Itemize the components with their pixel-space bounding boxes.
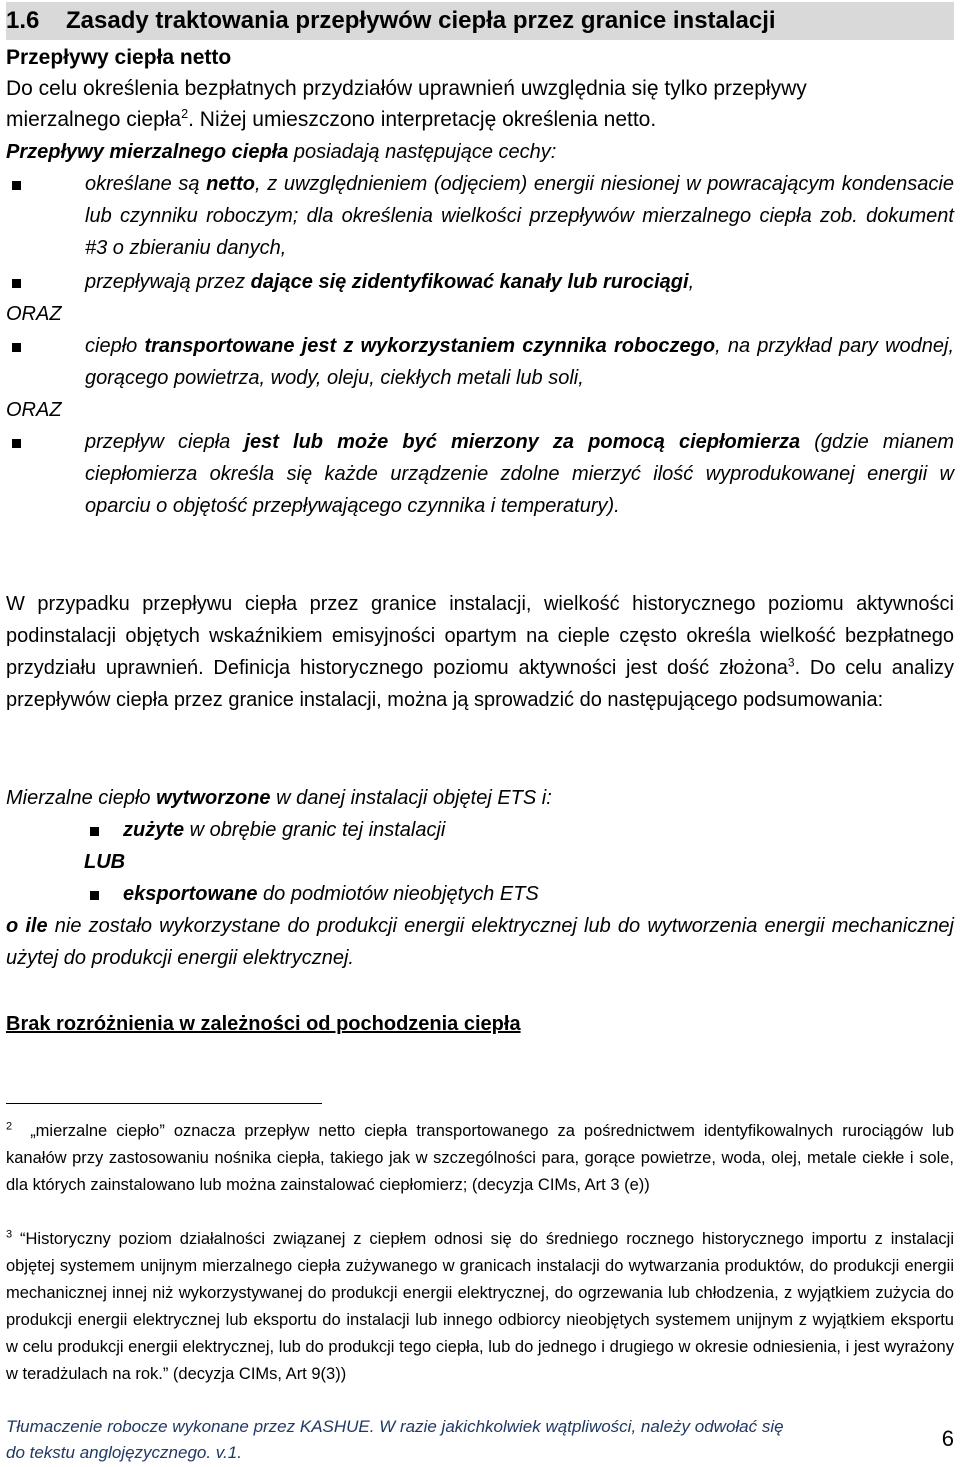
footnote-ref-3: 3 [787,655,795,670]
para-text: W przypadku przepływu ciepła przez granice instalacji, wielkość historycznego poziomu aktywności podinstalacji objętych wskaźnikiem emisyjności opartym na cieple często określa wielkość bezpłatnego przydziału uprawnień. Definicja historycznego poziomu aktywności jest dość złożona [6,593,954,679]
section-title: Zasady traktowania przepływów ciepła przez granice instalacji [66,7,776,34]
page-footer [6,1414,936,1466]
item-text: w obrębie granic tej instalacji [184,819,446,841]
oraz-label: ORAZ [6,399,62,421]
cond-bold: o ile [6,915,48,937]
definition-item-2 [85,266,954,298]
item-text: przepływ ciepła [85,431,245,453]
footnote-ref-2: 2 [181,107,189,121]
intro-line-2 [6,104,954,135]
intro-text: mierzalnego ciepła [6,108,182,131]
subheading-net-flows: Przepływy ciepła netto [6,46,232,69]
definition-item-1 [85,168,954,264]
item-text: , [688,271,695,293]
intro-text-2: . Niżej umieszczono interpretację określenia netto. [188,108,657,131]
item-text: , na przykład pary wodnej, gorącego powietrza, wody, oleju, ciekłych metali lub soli, [85,335,955,389]
item-bold: eksportowane [123,883,258,905]
footer-line-2: do tekstu anglojęzycznego. v.1. [6,1443,242,1462]
measured-condition [6,910,954,974]
footnote-mark: 2 [6,1120,13,1133]
item-text: (gdzie mianem ciepłomierza określa się każde urządzenie zdolne mierzyć ilość wyprodukowanej energii w oparciu o objętość przepływającego czynnika i temperatury). [85,431,955,517]
definition-lead-rest: posiadają następujące cechy: [288,141,557,163]
definition-item-3 [85,330,954,394]
oraz-label: ORAZ [6,303,62,325]
footnote-text: “Historyczny poziom działalności związanej z ciepłem odnosi się do średniego rocznego historycznego importu z instalacji objętej systemem unijnym mierzalnego ciepła zużywanego w granicach instalacji do wytwarzania produktów, do produkcji energii mechanicznej innej niż wykorzystywanej do produkcji energii elektrycznej, do ogrzewania lub chłodzenia, z wyjątkiem zużycia do produkcji energii elektrycznej lub eksportu do instalacji lub innego odbiorcy nieobjętych systemem unijnym z wyjątkiem eksportu w celu produkcji energii elektrycznej, lub do produkcji tego ciepła, lub do jednego i drugiego w okresie odniesienia, i jest wyrażony w teradżulach na rok.” (decyzja CIMs, Art 9(3)) [6,1230,954,1383]
item-bold: netto [206,173,256,195]
item-text: do podmiotów nieobjętych ETS [257,883,539,905]
definition-lead [6,136,954,168]
measured-item-consumed [123,814,954,846]
lub-label: LUB [84,851,126,873]
footnote-mark: 3 [6,1228,13,1241]
section-number: 1.6 [6,7,40,34]
item-bold: dające się zidentyfikować kanały lub rurociągi [250,271,689,293]
measured-heat-lead [6,782,954,814]
definition-lead-bold: Przepływy mierzalnego ciepła [6,141,289,163]
subheading-no-origin-distinction: Brak rozróżnienia w zależności od pochodzenia ciepła [6,1013,521,1035]
intro-line-1: Do celu określenia bezpłatnych przydziałów uprawnień uwzględnia się tylko przepływy [6,77,807,100]
lead-bold: wytworzone [156,787,271,809]
footnote-text: „mierzalne ciepło” oznacza przepływ netto ciepła transportowanego za pośrednictwem identyfikowalnych rurociągów lub kanałów przy zastosowaniu nośnika ciepła, takiego jak w szczególności para, gorące powietrze, woda, olej, metale ciekłe i sole, dla których zainstalowano lub można zainstalować ciepłomierz; (decyzja CIMs, Art 3 (e)) [6,1122,954,1194]
footnote-separator [6,1103,322,1104]
item-bold: transportowane jest z wykorzystaniem czynnika roboczego [144,335,716,357]
item-bold: zużyte [123,819,185,841]
item-bold: jest lub może być mierzony za pomocą ciepłomierza [244,431,801,453]
page-number: 6 [941,1426,954,1451]
footer-line-1: Tłumaczenie robocze wykonane przez KASHUE. W razie jakichkolwiek wątpliwości, należy odwołać się [6,1417,784,1436]
footnote-2 [6,1118,954,1199]
item-text: określane są [85,173,207,195]
cond-text: nie zostało wykorzystane do produkcji energii elektrycznej lub do wytworzenia energii mechanicznej użytej do produkcji energii elektrycznej. [6,915,955,969]
footnote-3 [6,1226,954,1388]
baseline-paragraph [6,588,954,716]
item-text: przepływają przez [85,271,251,293]
item-text: ciepło [85,335,145,357]
para-text-2: . Do celu analizy przepływów ciepła przez granice instalacji, można ją sprowadzić do następującego podsumowania: [6,657,954,711]
section-heading [6,2,954,40]
measured-item-exported [123,878,954,910]
intro-block [6,42,954,135]
item-text: , z uwzględnieniem (odjęciem) energii niesionej w powracającym kondensacie lub czynniku roboczym; dla określenia wielkości przepływów mierzalnego ciepła zob. dokument #3 o zbieraniu danych, [85,173,954,259]
lead-text-2: w danej instalacji objętej ETS i: [270,787,552,809]
definition-item-4 [85,426,954,522]
lead-text: Mierzalne ciepło [6,787,157,809]
